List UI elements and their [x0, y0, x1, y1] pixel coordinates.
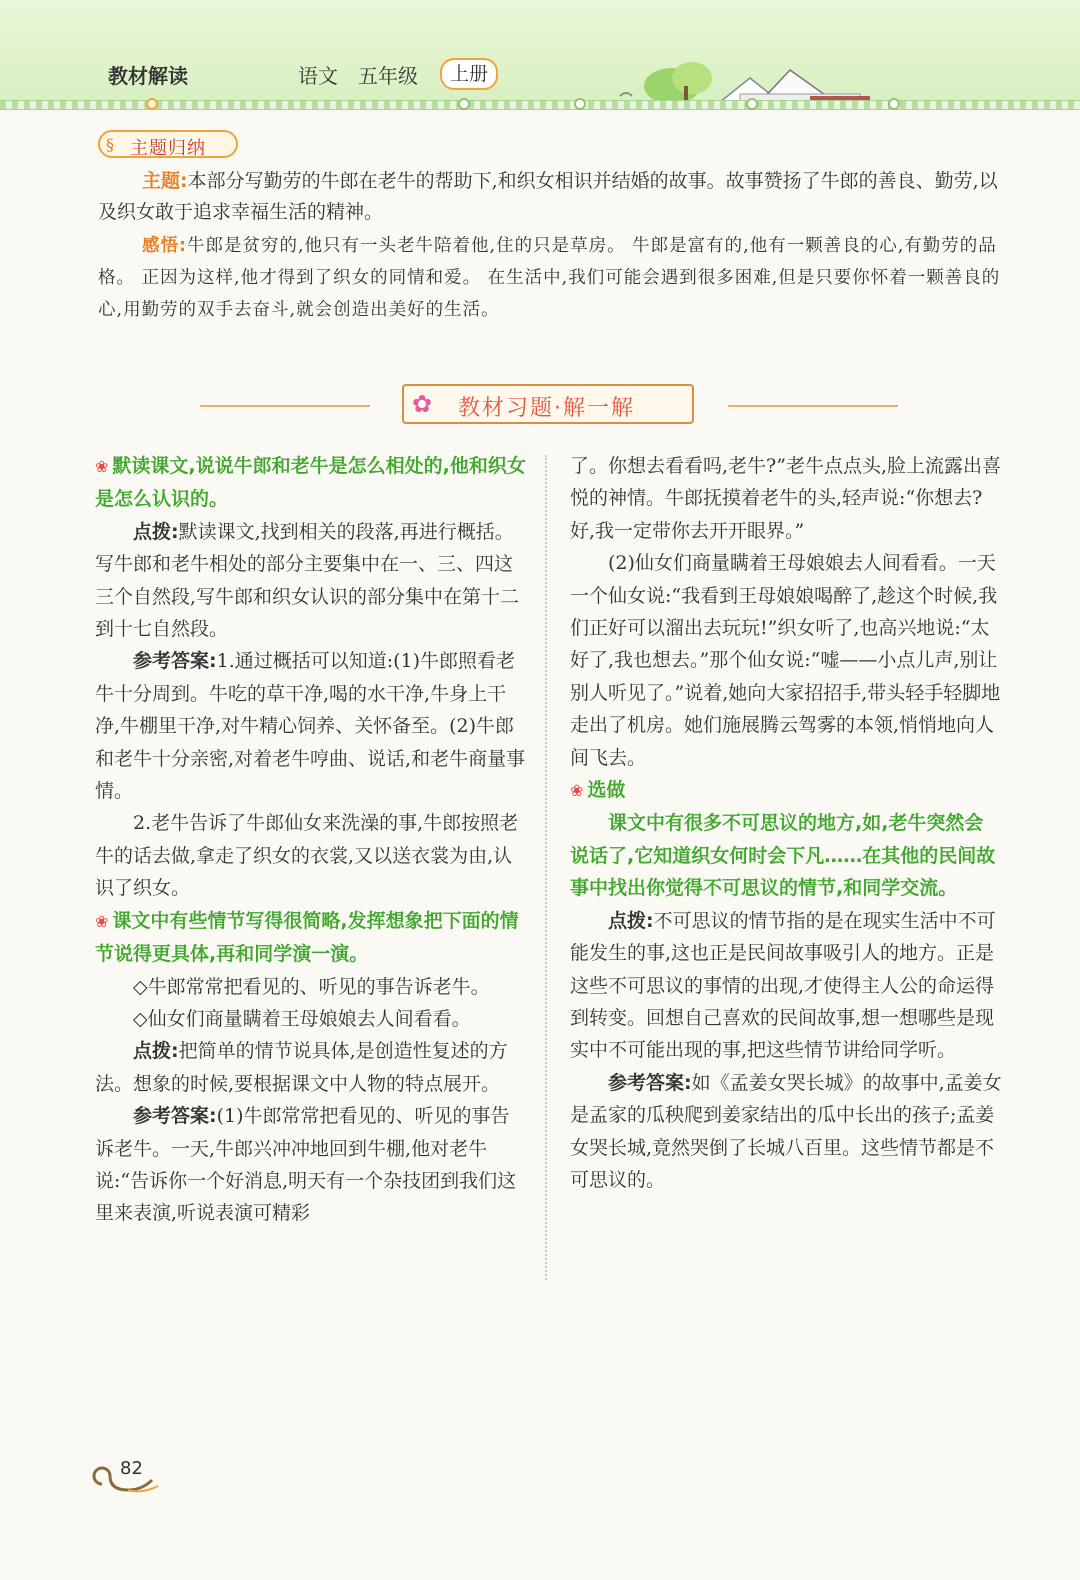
theme-label: 主题:	[142, 170, 188, 192]
answer-text: 如《孟姜女哭长城》的故事中,孟姜女是孟家的瓜秧爬到姜家结出的瓜中长出的孩子;孟姜女哭长城,竟然哭倒了长城八百里。这些情节都是不可思议的。	[570, 1071, 1002, 1191]
header-brand: 教材解读	[108, 64, 188, 88]
hint-text: 不可思议的情节指的是在现实生活中不可能发生的事,这也正是民间故事吸引人的地方。正是这些不可思议的事情的出现,才使得主人公的命运得到转变。回想自己喜欢的民间故事,想一想哪些是现实中不可能出现的事,把这些情节讲给同学听。	[570, 909, 996, 1062]
header-volume-badge: 上册	[440, 58, 498, 90]
page-number: 82	[120, 1458, 143, 1479]
question-2	[95, 905, 527, 971]
topic-summary-label: 主题归纳	[130, 138, 206, 159]
hint-label: 点拨:	[133, 520, 179, 543]
question-1-answer-2: 2.老牛告诉了牛郎仙女来洗澡的事,牛郎按照老牛的话去做,拿走了织女的衣裳,又以送衣裳为由,认识了织女。	[95, 812, 519, 900]
question-3: 课文中有很多不可思议的地方,如,老牛突然会说话了,它知道织女何时会下凡……在其他的民间故事中找出你觉得不可思议的情节,和同学交流。	[570, 812, 996, 900]
answer-label: 参考答案:	[133, 1105, 217, 1128]
hint-label: 点拨:	[133, 1040, 179, 1063]
answer-label: 参考答案:	[608, 1071, 692, 1094]
page-header	[0, 0, 1080, 108]
scroll-icon: §	[106, 135, 114, 154]
question-1-hint	[95, 516, 527, 646]
question-marker-icon: ❀	[95, 457, 109, 476]
lotus-icon: ✿	[412, 390, 433, 418]
optional-label	[570, 774, 1002, 807]
question-2-text: 课文中有些情节写得很简略,发挥想象把下面的情节说得更具体,再和同学演一演。	[95, 909, 519, 966]
question-2-answer	[95, 1100, 527, 1230]
header-grade: 五年级	[358, 64, 418, 88]
rail-dot	[458, 98, 470, 110]
left-column	[95, 450, 527, 1230]
column-divider	[545, 455, 547, 1280]
question-2-answer-2: (2)仙女们商量瞒着王母娘娘去人间看看。一天一个仙女说:“我看到王母娘娘喝醉了,趁这个时候,我们正好可以溜出去玩玩!”织女听了,也高兴地说:“太好了,我也想去。”那个仙女说:“嘘——小点儿声,别让别人听见了。”说着,她向大家招招手,带头轻手轻脚地走出了机房。她们施展腾云驾雾的本领,悄悄地向人间飞去。	[570, 552, 1001, 769]
header-subject: 语文	[298, 64, 338, 88]
rail-dot	[146, 98, 158, 110]
hint-text: 默读课文,找到相关的段落,再进行概括。写牛郎和老牛相处的部分主要集中在一、三、四这三个自然段,写牛郎和织女认识的部分集中在第十二到十七自然段。	[95, 520, 520, 641]
answer-label: 参考答案:	[133, 650, 217, 673]
question-2-hint	[95, 1035, 527, 1100]
header-rail	[0, 100, 1080, 110]
rail-dot	[746, 98, 758, 110]
theme-paragraph	[98, 166, 1003, 228]
hint-text: 把简单的情节说具体,是创造性复述的方法。想象的时候,要根据课文中人物的特点展开。	[95, 1040, 508, 1095]
question-marker-icon: ❀	[95, 911, 109, 931]
banner-box	[402, 384, 694, 424]
question-1	[95, 450, 527, 516]
exercise-section-banner	[200, 384, 900, 428]
answer-text: 1.通过概括可以知道:(1)牛郎照看老牛十分周到。牛吃的草干净,喝的水干净,牛身上干净,牛棚里干净,对牛精心饲养、关怀备至。(2)牛郎和老牛十分亲密,对着老牛哼曲、说话,和老牛商量事情。	[95, 650, 526, 803]
question-1-answer	[95, 645, 527, 807]
question-2-answer-continued: 了。你想去看看吗,老牛?”老牛点点头,脸上流露出喜悦的神情。牛郎抚摸着老牛的头,轻声说:“你想去? 好,我一定带你去开开眼界。”	[570, 455, 1001, 542]
banner-line-right	[728, 405, 898, 407]
theme-text: 本部分写勤劳的牛郎在老牛的帮助下,和织女相识并结婚的故事。故事赞扬了牛郎的善良、勤劳,以及织女敢于追求幸福生活的精神。	[98, 170, 998, 223]
feeling-label: 感悟:	[142, 236, 187, 256]
question-3-answer	[570, 1067, 1002, 1197]
question-2-item-2: ◇仙女们商量瞒着王母娘娘去人间看看。	[133, 1007, 471, 1030]
topic-summary-tag	[98, 130, 238, 158]
rail-dot	[574, 98, 586, 110]
feeling-paragraph	[98, 230, 1003, 326]
question-marker-icon: ❀	[570, 781, 584, 801]
right-column	[570, 450, 1002, 1196]
answer-text: (1)牛郎常常把看见的、听见的事告诉老牛。一天,牛郎兴冲冲地回到牛棚,他对老牛说:“告诉你一个好消息,明天有一个杂技团到我们这里来表演,听说表演可精彩	[95, 1105, 517, 1225]
banner-line-left	[200, 405, 370, 407]
optional-label-text: 选做	[587, 779, 626, 802]
exercise-banner-title: 教材习题·解一解	[458, 396, 635, 421]
question-1-text: 默读课文,说说牛郎和老牛是怎么相处的,他和织女是怎么认识的。	[95, 455, 526, 511]
rail-dot	[888, 98, 900, 110]
feeling-text: 牛郎是贫穷的,他只有一头老牛陪着他,住的只是草房。 牛郎是富有的,他有一颗善良的心,有勤劳的品格。 正因为这样,他才得到了织女的同情和爱。 在生活中,我们可能会遇到很多困难,但是只要你怀着一颗善良的心,用勤劳的双手去奋斗,就会创造出美好的生活。	[98, 236, 1001, 320]
question-2-item-1: ◇牛郎常常把看见的、听见的事告诉老牛。	[133, 975, 490, 998]
question-3-hint	[570, 905, 1002, 1067]
hint-label: 点拨:	[608, 909, 654, 932]
